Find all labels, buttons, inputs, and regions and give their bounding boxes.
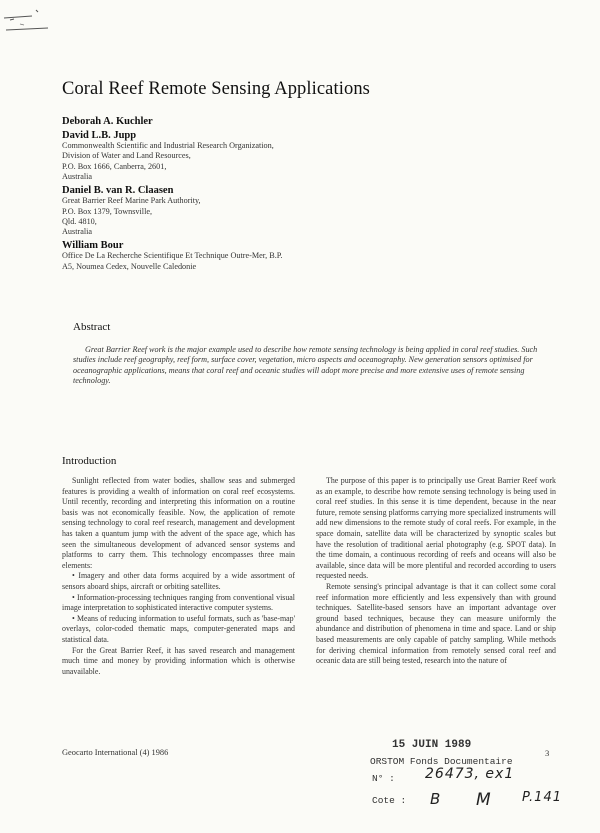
- affiliation-line: P.O. Box 1666, Canberra, 2601,: [62, 161, 167, 171]
- author-list: [62, 116, 422, 274]
- handwritten-cote-b: B: [430, 790, 441, 808]
- affiliation-line: Office De La Recherche Scientifique Et Technique Outre-Mer, B.P.: [62, 251, 283, 261]
- affiliation-line: Qld. 4810,: [62, 216, 97, 226]
- paper-title: Coral Reef Remote Sensing Applications: [62, 79, 370, 99]
- author-name: Deborah A. Kuchler: [62, 116, 153, 127]
- affiliation-line: A5, Noumea Cedex, Nouvelle Caledonie: [62, 261, 197, 271]
- affiliation-line: P.O. Box 1379, Townsville,: [62, 206, 153, 216]
- scan-corner-mark: [2, 6, 52, 38]
- bullet-paragraph: • Means of reducing information to useful formats, such as 'base-map' overlays, color-coded thematic maps, computer-generated maps and statistical data.: [62, 613, 295, 644]
- author-block: [62, 185, 422, 238]
- abstract-heading: Abstract: [73, 321, 111, 333]
- affiliation-line: Australia: [62, 172, 93, 182]
- stamp-cote-label: Cote :: [372, 795, 407, 806]
- body-column-right: [316, 476, 556, 667]
- stamp-date: 15 JUIN 1989: [392, 739, 472, 751]
- journal-footer: Geocarto International (4) 1986: [62, 748, 169, 757]
- page-number: 3: [545, 748, 550, 758]
- stamp-number-label: N° :: [372, 773, 395, 784]
- paragraph: Remote sensing's principal advantage is that it can collect some coral reef information more efficiently and less expensively than with ground techniques. Satellite-based sensors have an important advantage over ground based techniques, because they can measure uniformly the abundance and distribution of phenomena in time and space. Land or ship based measurements are only capable of patchy sampling. While methods for deriving chemical information from remotely sensed coral reef and oceanic data are still being tested, research into the nature of: [316, 581, 556, 666]
- author-block: [62, 130, 422, 183]
- bullet-paragraph: • Information-processing techniques ranging from conventional visual image interpretation to sophisticated interactive computer systems.: [62, 592, 295, 613]
- author-block: [62, 116, 422, 128]
- handwritten-number: 26473, ex1: [425, 766, 515, 782]
- author-name: Daniel B. van R. Claasen: [62, 184, 174, 196]
- affiliation-line: Commonwealth Scientific and Industrial Research Organization,: [62, 141, 274, 150]
- author-name: William Bour: [62, 239, 124, 251]
- abstract-text: Great Barrier Reef work is the major example used to describe how remote sensing technology is being applied in coral reef studies. Such studies include reef geography, reef form, surface cover, vegetation, micro aspects and oceanography. New generation sensors optimised for oceanographic applications, means that coral reef and oceanic studies will adopt more precise and more extensive uses of remote sensing technology.: [73, 345, 538, 386]
- affiliation-line: Division of Water and Land Resources,: [62, 151, 191, 161]
- handwritten-cote-m: M: [476, 790, 491, 810]
- author-block: [62, 240, 422, 272]
- stamp-label: ORSTOM Fonds Documentaire: [370, 756, 513, 767]
- affiliation-line: Great Barrier Reef Marine Park Authority,: [62, 196, 201, 206]
- paragraph: For the Great Barrier Reef, it has saved research and management much time and money by providing information which is otherwise unavailable.: [62, 645, 295, 676]
- introduction-heading: Introduction: [62, 455, 117, 467]
- bullet-paragraph: • Imagery and other data forms acquired by a wide assortment of sensors aboard ships, aircraft or orbiting satellites.: [62, 571, 295, 591]
- paragraph: The purpose of this paper is to principally use Great Barrier Reef work as an example, to describe how remote sensing technology is being used in coral reef studies. In this sense it is time dependent, because in the near future, remote sensing platforms carrying more specialized instruments will add new dimensions to the remote study of coral reefs. For example, in the space domain, satellite data will be characterized by synoptic scales but have the resolution of traditional aerial photography (e.g. SPOT data). In the time domain, a continuous recording of reefs and oceans will also be available, since data will be more plentiful and recorded according to users requested needs.: [316, 476, 556, 581]
- paragraph: Sunlight reflected from water bodies, shallow seas and submerged features is providing a wealth of information on coral reef ecosystems. Until recently, recording and interpreting this information on a routine basis was not economically feasible. Now, the application of remote sensing technology to coral reef research, management and development has taken a quantum jump with the advent of the space age, which has seen the simultaneous development of advanced sensor systems and platforms to carry them. This technology encompasses three main elements:: [62, 476, 295, 570]
- handwritten-cote-p: P.141: [522, 790, 562, 805]
- author-name: David L.B. Jupp: [62, 129, 137, 141]
- body-column-left: [62, 476, 295, 677]
- affiliation-line: Australia: [62, 227, 93, 237]
